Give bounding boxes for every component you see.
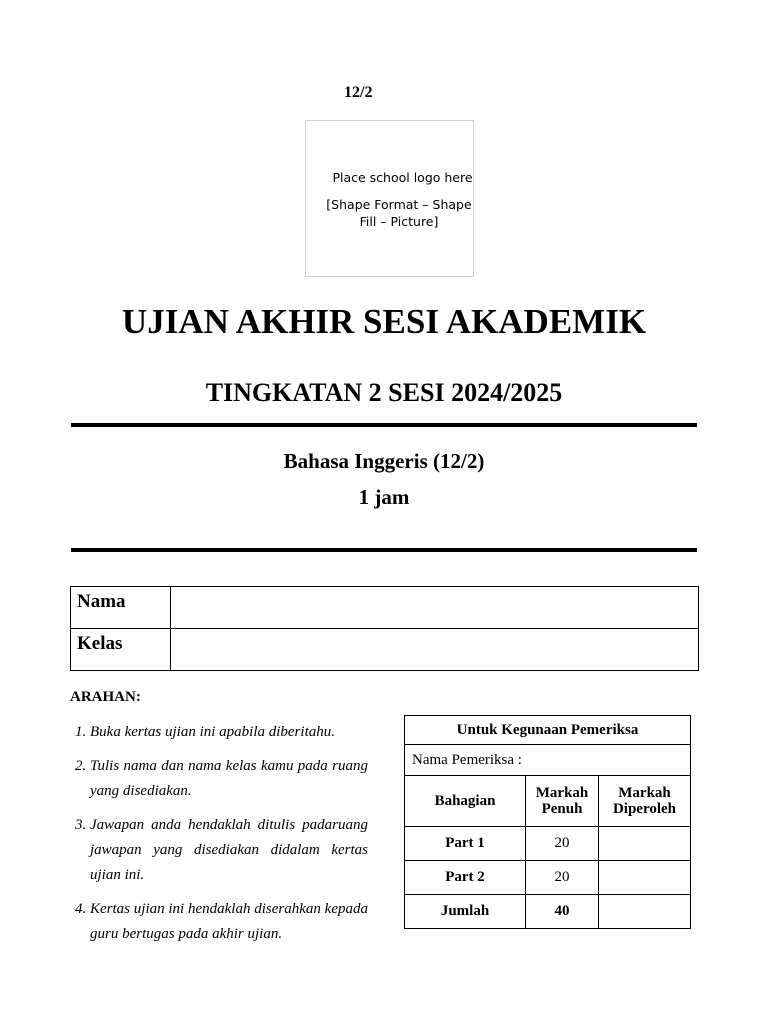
instruction-text: Jawapan anda hendaklah ditulis padaruang jawapan yang disediakan didalam kertas ujian ini.	[90, 817, 368, 883]
column-header-section: Bahagian	[405, 776, 526, 827]
logo-placeholder-line1: Place school logo here	[332, 170, 473, 185]
instructions-heading: ARAHAN:	[70, 689, 141, 705]
total-obtained-marks[interactable]	[599, 895, 691, 929]
name-label: Nama	[71, 587, 171, 629]
instruction-item	[90, 720, 368, 745]
section-cell: Part 2	[405, 861, 526, 895]
full-marks-cell: 20	[526, 827, 599, 861]
student-identity-table	[70, 586, 699, 671]
total-full-marks: 40	[526, 895, 599, 929]
paper-code: 12/2	[344, 84, 373, 101]
logo-placeholder-line2: [Shape Format – Shape Fill – Picture]	[326, 197, 472, 229]
subject-title: Bahasa Inggeris (12/2)	[283, 449, 485, 473]
instruction-item	[90, 897, 368, 947]
exam-title: UJIAN AKHIR SESI AKADEMIK	[121, 302, 647, 341]
table-row	[405, 827, 691, 861]
name-field[interactable]	[171, 587, 699, 629]
column-header-obtained-marks: Markah Diperoleh	[599, 776, 691, 827]
instruction-item	[90, 754, 368, 804]
examiner-use-table	[404, 715, 691, 929]
instruction-item	[90, 813, 368, 888]
divider-top	[71, 423, 697, 427]
section-cell: Part 1	[405, 827, 526, 861]
instructions-list	[70, 720, 368, 956]
school-logo-placeholder	[305, 120, 474, 277]
instruction-text: Buka kertas ujian ini apabila diberitahu.	[90, 724, 335, 740]
class-field[interactable]	[171, 629, 699, 671]
exam-duration: 1 jam	[358, 485, 410, 509]
class-row	[71, 629, 699, 671]
total-label: Jumlah	[405, 895, 526, 929]
examiner-table-heading: Untuk Kegunaan Pemeriksa	[405, 716, 691, 745]
table-row	[405, 861, 691, 895]
obtained-marks-cell[interactable]	[599, 861, 691, 895]
examiner-name-label[interactable]: Nama Pemeriksa :	[405, 745, 691, 776]
obtained-marks-cell[interactable]	[599, 827, 691, 861]
class-label: Kelas	[71, 629, 171, 671]
full-marks-cell: 20	[526, 861, 599, 895]
total-row	[405, 895, 691, 929]
divider-bottom	[71, 548, 697, 552]
exam-subtitle: TINGKATAN 2 SESI 2024/2025	[205, 378, 563, 407]
name-row	[71, 587, 699, 629]
instruction-text: Kertas ujian ini hendaklah diserahkan kepada guru bertugas pada akhir ujian.	[90, 901, 368, 942]
column-header-full-marks: Markah Penuh	[526, 776, 599, 827]
instruction-text: Tulis nama dan nama kelas kamu pada ruang yang disediakan.	[90, 758, 368, 799]
